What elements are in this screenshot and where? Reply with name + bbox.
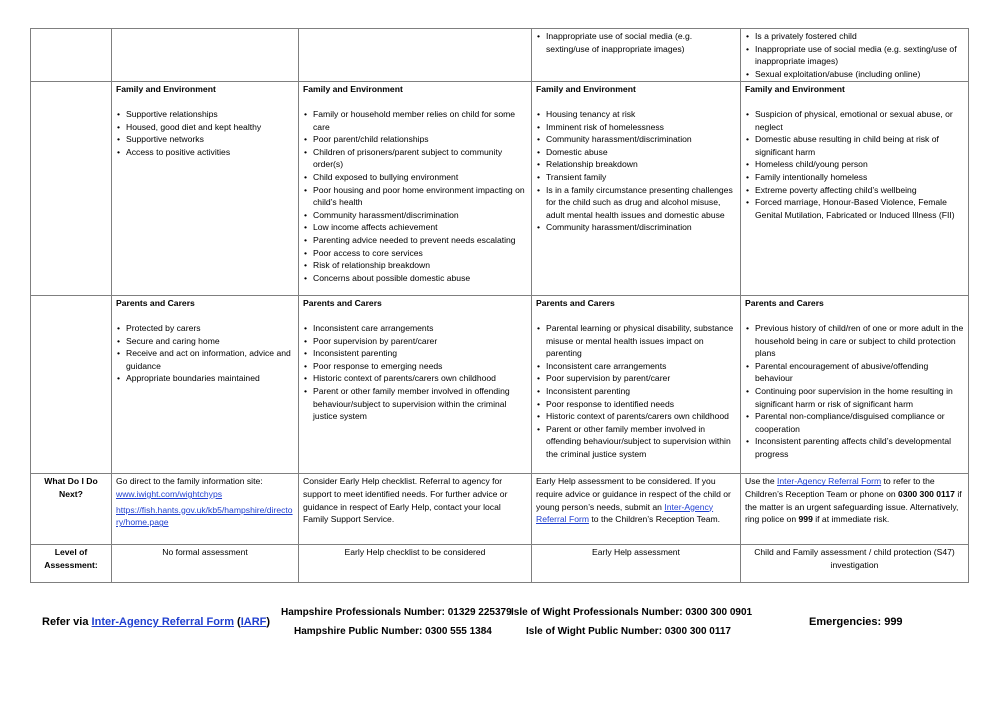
list-item: • Appropriate boundaries maintained (116, 372, 294, 385)
top-col4-cell (741, 29, 969, 82)
list-item: • Extreme poverty affecting child’s wellbeing (745, 184, 964, 197)
list-item: • Receive and act on information, advice and guidance (116, 347, 294, 372)
list-item: • Forced marriage, Honour-Based Violence, Female Genital Mutilation, Fabricated or Induced Illness (FII) (745, 196, 964, 221)
list-item: • Secure and caring home (116, 335, 294, 348)
list-item: • Poor response to identified needs (536, 398, 736, 411)
iow-public-number: Isle of Wight Public Number: 0300 300 0117 (526, 626, 731, 637)
fish-hants-link[interactable]: https://fish.hants.gov.uk/kb5/hampshire/directory/home.page (116, 504, 293, 528)
list-item: • Domestic abuse (536, 146, 736, 159)
emergencies-number: Emergencies: 999 (809, 616, 903, 628)
list-item: • Sexual exploitation/abuse (including online) (745, 68, 964, 81)
list-item: • Concerns about possible domestic abuse (303, 272, 527, 285)
top-col3-cell (532, 29, 741, 82)
list-item: • Inconsistent care arrangements (536, 360, 736, 373)
list-item: • Community harassment/discrimination (303, 209, 527, 222)
what-next-row: What Do I Do Next? Go direct to the family information site: www.iwight.com/wightchyps https://fish.hants.gov.uk/kb5/hampshire/directory/home.page Consider Early Help checklist. Referral to agency for support to meet identified needs. For further advice or guidance in respect of Early Help, contact your local Family Support Service. Early Help assessment to be considered. If you require advice or guidance in respect of the child or young person’s needs, submit an Inter-Agency Referral Form to the Children’s Reception Team. Use the Inter-Agency Referral Form to refer to the Children’s Reception Team or phone on 0300 300 0117 if the matter is an urgent safeguarding issue. Alternatively, ring police on 999 if at immediate risk. (31, 474, 969, 545)
bullet-list (745, 108, 964, 221)
family-environment-row (31, 82, 969, 296)
list-item: • Suspicion of physical, emotional or sexual abuse, or neglect (745, 108, 964, 133)
bullet-list (536, 108, 736, 234)
iarf-abbr-link[interactable]: IARF (240, 616, 267, 628)
list-item: • Housing tenancy at risk (536, 108, 736, 121)
list-item: • Parental learning or physical disability, substance misuse or mental health issues impact on parenting (536, 322, 736, 360)
list-item: • Continuing poor supervision in the home resulting in significant harm or risk of significant harm (745, 385, 964, 410)
parents-carers-row (31, 296, 969, 474)
bullet-list (536, 322, 736, 461)
early-help-checklist-text: Consider Early Help checklist. Referral to agency for support to meet identified needs. For further advice or guidance in respect of Early Help, contact your local Family Support Service. (299, 474, 532, 545)
list-item: • Historic context of parents/carers own childhood (536, 410, 736, 423)
inter-agency-referral-link[interactable]: Inter-Agency Referral Form (777, 476, 882, 487)
threshold-table (30, 28, 969, 583)
row-label: What Do I Do Next? (31, 474, 112, 545)
list-item: • Transient family (536, 171, 736, 184)
list-item: • Poor parent/child relationships (303, 133, 527, 146)
refer-via-text: Refer via Inter-Agency Referral Form (IARF) (42, 616, 271, 628)
list-item: • Domestic abuse resulting in child being at risk of significant harm (745, 133, 964, 158)
list-item: • Children of prisoners/parent subject to community order(s) (303, 146, 527, 171)
list-item: • Child exposed to bullying environment (303, 171, 527, 184)
list-item: • Parenting advice needed to prevent needs escalating (303, 234, 527, 247)
bullet-list (745, 30, 964, 80)
list-item: • Poor supervision by parent/carer (536, 372, 736, 385)
bullet-list (536, 30, 736, 55)
hampshire-professionals-number: Hampshire Professionals Number: 01329 225379 (281, 607, 512, 618)
bullet-list (116, 322, 294, 385)
list-item: • Parental non-compliance/disguised compliance or cooperation (745, 410, 964, 435)
list-item: • Supportive relationships (116, 108, 294, 121)
list-item: • Imminent risk of homelessness (536, 121, 736, 134)
list-item: • Inappropriate use of social media (e.g. sexting/use of inappropriate images) (745, 43, 964, 68)
list-item: • Inconsistent parenting (303, 347, 527, 360)
table-row (31, 29, 969, 82)
section-heading: Family and Environment (536, 84, 636, 95)
list-item: • Inconsistent parenting affects child’s developmental progress (745, 435, 964, 460)
section-heading: Parents and Carers (745, 298, 824, 309)
list-item: • Low income affects achievement (303, 221, 527, 234)
list-item: • Access to positive activities (116, 146, 294, 159)
list-item: • Inappropriate use of social media (e.g. sexting/use of inappropriate images) (536, 30, 736, 55)
list-item: • Parental encouragement of abusive/offending behaviour (745, 360, 964, 385)
list-item: • Is in a family circumstance presenting challenges for the child such as drug and alcohol misuse, adult mental health issues and domestic abuse (536, 184, 736, 222)
section-heading: Family and Environment (303, 84, 403, 95)
list-item: • Homeless child/young person (745, 158, 964, 171)
iarf-link[interactable]: Inter-Agency Referral Form (91, 616, 234, 628)
iow-professionals-number: Isle of Wight Professionals Number: 0300 300 0901 (511, 607, 753, 618)
bullet-list (745, 322, 964, 461)
level-assessment-row: Level of Assessment: No formal assessment Early Help checklist to be considered Early Help assessment Child and Family assessment / child protection (S47) investigation (31, 545, 969, 583)
list-item: • Previous history of child/ren of one or more adult in the household being in care or subject to child protection plans (745, 322, 964, 360)
list-item: • Inconsistent care arrangements (303, 322, 527, 335)
list-item: • Historic context of parents/carers own childhood (303, 372, 527, 385)
family-info-text: Go direct to the family information site: (116, 476, 263, 487)
list-item: • Poor access to core services (303, 247, 527, 260)
section-heading: Parents and Carers (116, 298, 195, 309)
list-item: • Poor supervision by parent/carer (303, 335, 527, 348)
list-item: • Poor response to emerging needs (303, 360, 527, 373)
list-item: • Family intentionally homeless (745, 171, 964, 184)
list-item: • Protected by carers (116, 322, 294, 335)
section-heading: Parents and Carers (536, 298, 615, 309)
list-item: • Is a privately fostered child (745, 30, 964, 43)
row-label: Level of Assessment: (31, 545, 112, 583)
bullet-list (303, 108, 527, 284)
list-item: • Community harassment/discrimination (536, 221, 736, 234)
list-item: • Housed, good diet and kept healthy (116, 121, 294, 134)
row-label-cell (31, 29, 112, 82)
list-item: • Community harassment/discrimination (536, 133, 736, 146)
list-item: • Poor housing and poor home environment impacting on child’s health (303, 184, 527, 209)
list-item: • Parent or other family member involved in offending behaviour/subject to supervision within the criminal justice system (536, 423, 736, 461)
bullet-list (116, 108, 294, 158)
list-item: • Relationship breakdown (536, 158, 736, 171)
list-item: • Inconsistent parenting (536, 385, 736, 398)
phone-number: 0300 300 0117 (898, 488, 955, 499)
list-item: • Parent or other family member involved in offending behaviour/subject to supervision within the criminal justice system (303, 385, 527, 423)
inter-agency-referral-link[interactable]: Inter-Agency Referral Form (536, 501, 714, 525)
bullet-list (303, 322, 527, 423)
list-item: • Risk of relationship breakdown (303, 259, 527, 272)
list-item: • Supportive networks (116, 133, 294, 146)
police-number: 999 (798, 514, 813, 525)
iwight-link[interactable]: www.iwight.com/wightchyps (116, 488, 223, 499)
section-heading: Family and Environment (116, 84, 216, 95)
section-heading: Parents and Carers (303, 298, 382, 309)
hampshire-public-number: Hampshire Public Number: 0300 555 1384 (294, 626, 492, 637)
section-heading: Family and Environment (745, 84, 845, 95)
list-item: • Family or household member relies on child for some care (303, 108, 527, 133)
